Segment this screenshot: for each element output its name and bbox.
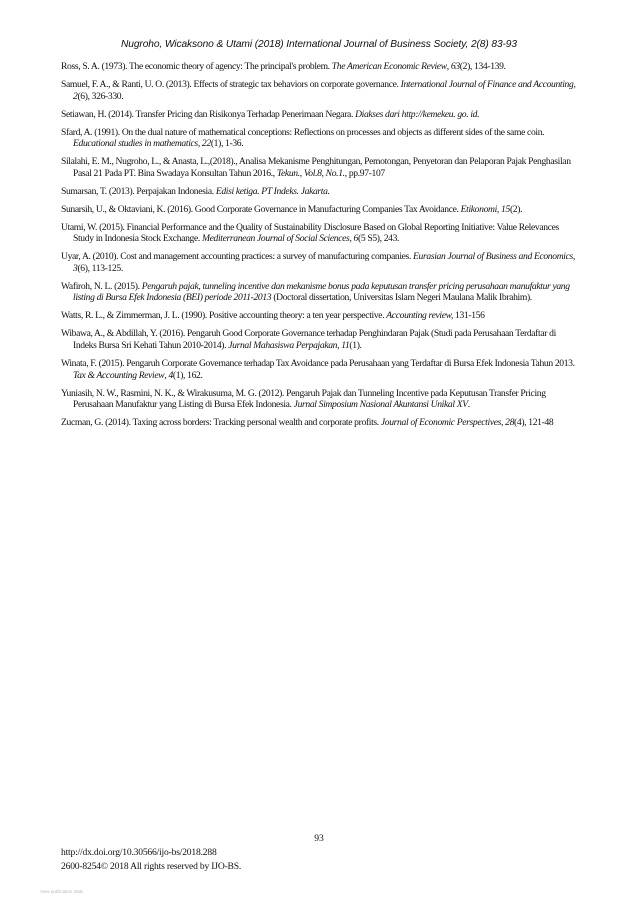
reference-italic-segment: 2: [73, 90, 78, 102]
reference-text-segment: Ross, S. A. (1973). The economic theory of agency: The principal's problem.: [61, 61, 332, 72]
reference-entry: [61, 310, 581, 322]
reference-text-segment: Samuel, F. A., & Ranti, U. O. (2013). Effects of strategic tax behaviors on corporate governance.: [61, 78, 401, 90]
reference-text-segment: Sunarsih, U., & Oktaviani, K. (2016). Good Corporate Governance in Manufacturing Companies Tax Avoidance.: [61, 203, 461, 215]
reference-text-segment: (6), 326-330.: [77, 90, 124, 102]
reference-text-segment: Wafiroh, N. L. (2015).: [61, 280, 142, 292]
reference-list: [61, 61, 581, 435]
reference-entry: [61, 204, 581, 216]
reference-italic-segment: Jurnal Mahasiswa Perpajakan: [228, 339, 338, 351]
reference-text-segment: ,: [573, 78, 576, 90]
reference-italic-segment: 22: [201, 138, 211, 150]
reference-italic-segment: Eurasian Journal of Business and Economics: [413, 251, 573, 263]
reference-entry: [61, 328, 581, 351]
reference-italic-segment: 11: [341, 339, 350, 351]
page-number: 93: [314, 833, 324, 844]
reference-text-segment: (6), 113-125.: [77, 262, 123, 274]
reference-italic-segment: Accounting review,: [386, 310, 453, 322]
reference-entry: [61, 417, 581, 429]
reference-text-segment: ,: [337, 339, 342, 351]
reference-text-segment: Sfard, A. (1991). On the dual nature of mathematical conceptions: Reflections on processes and objects as different sides of the same coin.: [61, 126, 545, 138]
reference-italic-segment: Tekun., Vol.8, No.1.: [276, 167, 345, 179]
reference-italic-segment: Etikonomi: [460, 203, 497, 215]
reference-italic-segment: 4: [168, 369, 173, 381]
reference-text-segment: ,: [164, 369, 169, 381]
reference-text-segment: (2).: [509, 203, 523, 215]
doi-link[interactable]: http://dx.doi.org/10.30566/ijo-bs/2018.288: [61, 847, 217, 858]
reference-italic-segment: Educational studies in mathematics: [73, 138, 198, 150]
reference-entry: [61, 358, 581, 381]
reference-entry: [61, 79, 581, 102]
reference-text-segment: Uyar, A. (2010). Cost and management accounting practices: a survey of manufacturing companies.: [61, 251, 414, 263]
reference-italic-segment: 15: [501, 203, 510, 215]
view-publication-stats-link[interactable]: View publication stats: [40, 889, 84, 894]
reference-text-segment: ,: [572, 251, 575, 263]
reference-italic-segment: The American Economic Review: [331, 61, 447, 72]
reference-entry: [61, 127, 581, 150]
reference-italic-segment: Jurnal Simposium Nasional Akuntansi Unikal XV: [293, 399, 468, 411]
reference-text-segment: ,: [446, 61, 451, 72]
reference-italic-segment: Pengaruh pajak, tunneling incentive dan mekanisme bonus pada keputusan transfer pricing perusahaan manufaktur yang listing di Bursa Efek Indonesia (BEI) periode 2011-2013: [73, 280, 570, 304]
reference-entry: [61, 61, 581, 73]
reference-text-segment: (4), 121-48: [514, 417, 554, 429]
reference-text-segment: Silalahi, E. M., Nugroho, L., & Anasta, L.,(2018)., Analisa Mekanisme Penghitungan, Pemotongan, Penyetoran dan Pelaporan Pajak Penghasilan Pasal 21 Pada PT. Bina Swadaya Konsultan Tahun 2016.,: [61, 156, 571, 179]
reference-entry: [61, 388, 581, 411]
reference-text-segment: Watts, R. L., & Zimmerman, J. L. (1990). Positive accounting theory: a ten year perspective.: [61, 310, 387, 322]
reference-entry: [61, 186, 581, 198]
reference-text-segment: (1), 162.: [172, 369, 203, 381]
reference-italic-segment: 28: [505, 417, 515, 429]
running-header: Nugroho, Wicaksono & Utami (2018) International Journal of Business Society, 2(8) 83-93: [121, 39, 517, 50]
reference-text-segment: (1), 1-36.: [210, 138, 244, 150]
reference-italic-segment: Tax & Accounting Review: [73, 369, 165, 381]
reference-text-segment: Zucman, G. (2014). Taxing across borders: Tracking personal wealth and corporate profits.: [61, 417, 381, 429]
reference-italic-segment: Mediterranean Journal of Social Sciences: [201, 233, 350, 245]
reference-text-segment: (5 S5), 243.: [358, 233, 400, 245]
reference-text-segment: ,: [349, 233, 354, 245]
reference-text-segment: (2), 134-139.: [459, 61, 506, 72]
reference-text-segment: ,: [501, 417, 506, 429]
reference-entry: [61, 156, 581, 179]
page-footer: [61, 846, 241, 873]
reference-text-segment: Utami, W. (2015). Financial Performance and the Quality of Sustainability Disclosure Based on Global Reporting Initiative: Value Relevances Study in Indonesia Stock Exchange.: [61, 221, 559, 245]
reference-text-segment: .: [467, 399, 470, 411]
reference-italic-segment: Edisi ketiga. PT Indeks. Jakarta.: [215, 185, 330, 197]
reference-entry: [61, 281, 581, 304]
reference-entry: [61, 109, 581, 121]
reference-italic-segment: 3: [73, 262, 78, 274]
reference-italic-segment: Journal of Economic Perspectives: [380, 417, 502, 429]
reference-text-segment: Sumarsan, T. (2013). Perpajakan Indonesia.: [61, 185, 216, 197]
reference-entry: [61, 222, 581, 245]
reference-italic-segment: 6: [353, 233, 358, 245]
reference-text-segment: ,: [496, 203, 502, 215]
reference-text-segment: 131-156: [453, 310, 485, 322]
reference-text-segment: (Doctoral dissertation, Universitas Islam Negeri Maulana Malik Ibrahim).: [271, 292, 532, 304]
reference-text-segment: Winata, F. (2015). Pengaruh Corporate Governance terhadap Tax Avoidance pada Perusahaan yang Terdaftar di Bursa Efek Indonesia Tahun 2013.: [61, 357, 575, 369]
reference-text-segment: ,: [197, 138, 202, 150]
reference-text-segment: , pp.97-107: [344, 167, 385, 179]
reference-italic-segment: Diakses dari http://kemekeu. go. id.: [355, 108, 480, 120]
reference-text-segment: Wibawa, A., & Abdillah, Y. (2016). Pengaruh Good Corporate Governance terhadap Penghindaran Pajak (Studi pada Perusahaan Terdaftar di Indeks Bursa Sri Kehati Tahun 2010-2014).: [61, 328, 556, 351]
reference-entry: [61, 251, 581, 274]
reference-italic-segment: International Journal of Finance and Accounting: [400, 78, 574, 90]
reference-text-segment: Yuniasih, N. W., Rasmini, N. K., & Wirakusuma, M. G. (2012). Pengaruh Pajak dan Tunneling Incentive pada Keputusan Transfer Pricing Perusahaan Manufaktur yang Listing di Bursa Efek Indonesia.: [61, 387, 546, 411]
reference-text-segment: (1).: [349, 339, 362, 351]
reference-text-segment: Setiawan, H. (2014). Transfer Pricing dan Risikonya Terhadap Penerimaan Negara.: [61, 108, 356, 120]
reference-italic-segment: 63: [450, 61, 460, 72]
copyright-notice: 2600-8254© 2018 All rights reserved by IJO-BS.: [61, 860, 242, 872]
